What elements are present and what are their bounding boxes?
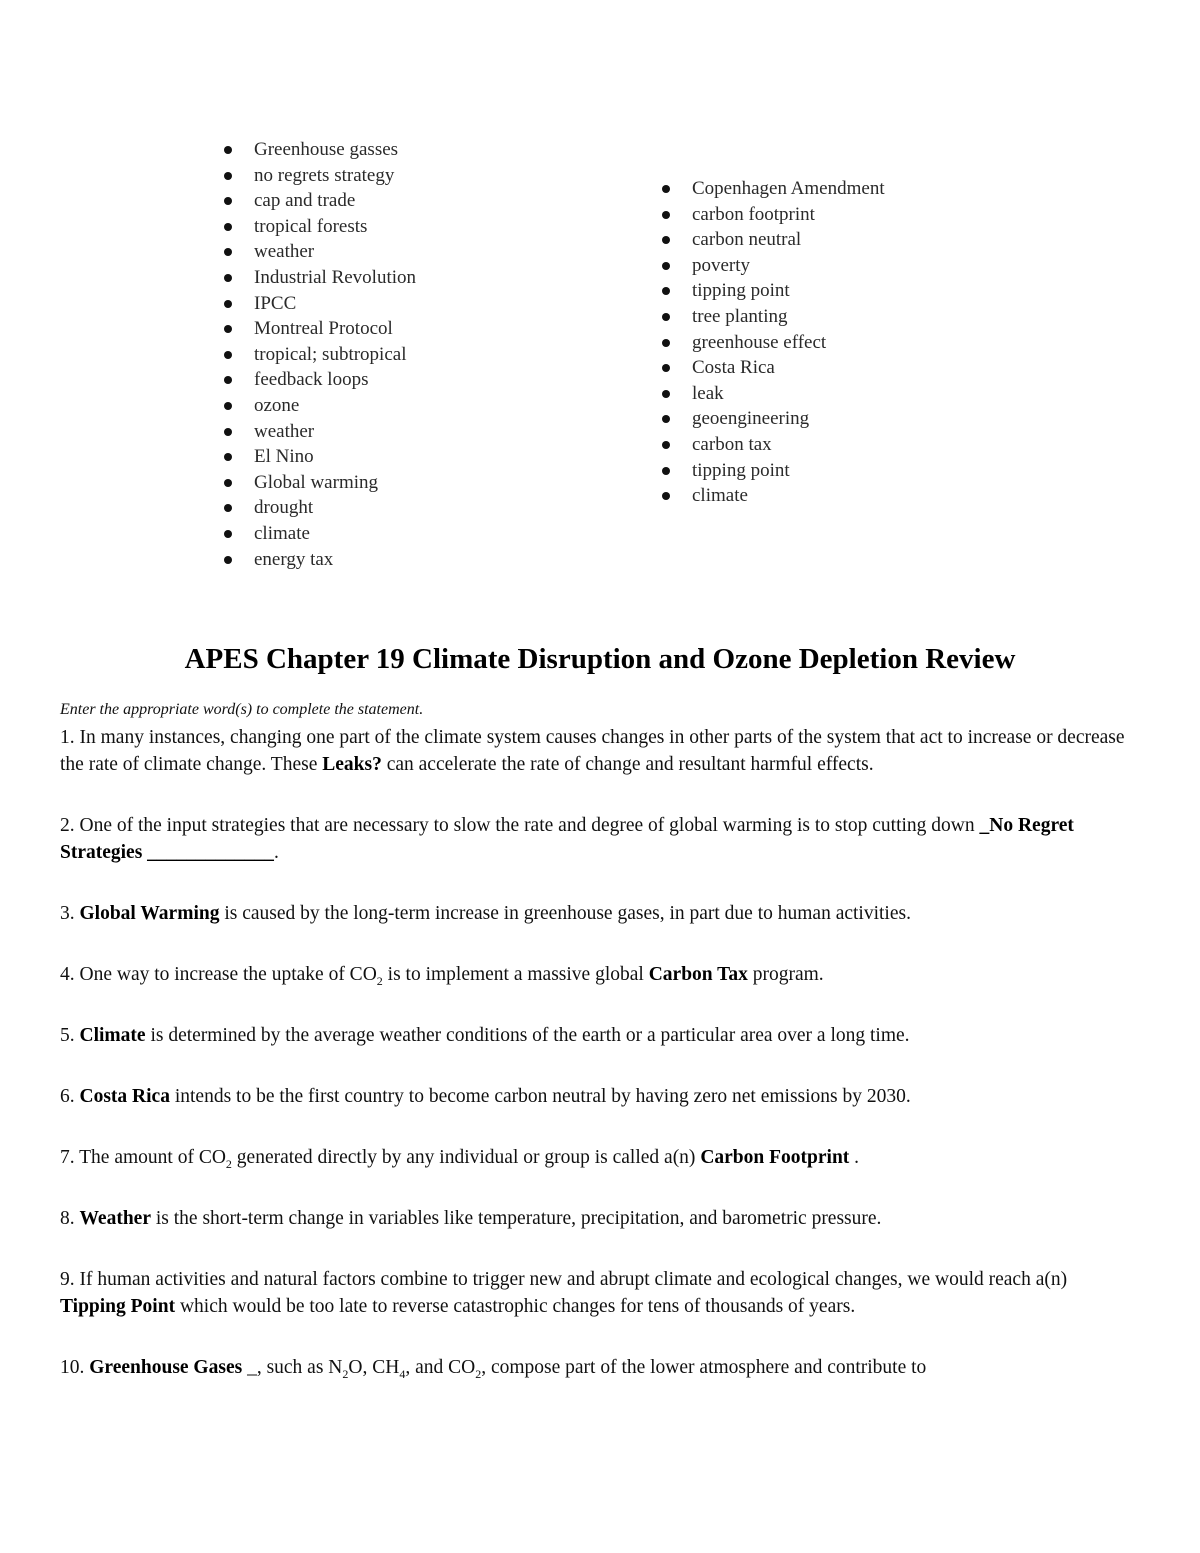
question-text: _, such as N <box>242 1357 343 1378</box>
word-bank-term: no regrets strategy <box>254 164 395 186</box>
question-text: . <box>273 842 279 863</box>
word-bank-term: carbon footprint <box>692 203 815 225</box>
word-bank-term: Montreal Protocol <box>254 318 393 340</box>
bullet-icon <box>224 197 232 205</box>
bullet-icon <box>224 402 232 410</box>
bullet-icon <box>662 467 670 475</box>
answer: Weather <box>79 1208 151 1229</box>
question-text: is determined by the average weather conditions of the earth or a particular area over a long time. <box>145 1025 910 1046</box>
question-text: is the short-term change in variables like temperature, precipitation, and barometric pressure. <box>150 1208 882 1229</box>
word-bank-item <box>222 342 416 368</box>
word-bank-term: geoengineering <box>692 408 810 430</box>
question-text: which would be too late to reverse catastrophic changes for tens of thousands of years. <box>175 1296 856 1317</box>
question-text: , and CO <box>405 1357 476 1378</box>
question-1 <box>60 724 1135 778</box>
word-bank-term: weather <box>254 241 315 263</box>
question-6 <box>60 1083 1135 1110</box>
word-bank-item <box>222 393 416 419</box>
question-9 <box>60 1266 1135 1320</box>
question-text: 1. In many instances, changing one part of the climate system causes changes in other parts of the system that act to increase or decrease the rate of climate change. These <box>60 727 1125 775</box>
word-bank-item <box>222 419 416 445</box>
bullet-icon <box>224 556 232 564</box>
bullet-icon <box>224 479 232 487</box>
question-4 <box>60 961 1135 988</box>
question-text: O, CH <box>348 1357 400 1378</box>
question-text: 8. <box>60 1208 80 1229</box>
question-text: generated directly by any individual or group is called a(n) <box>231 1147 701 1168</box>
answer: Costa Rica <box>79 1086 170 1107</box>
word-bank <box>0 0 1200 600</box>
question-5 <box>60 1022 1135 1049</box>
question-text: can accelerate the rate of change and resultant harmful effects. <box>381 754 874 775</box>
word-bank-item <box>222 163 416 189</box>
bullet-icon <box>662 364 670 372</box>
instruction: Enter the appropriate word(s) to complete the statement. <box>60 701 424 718</box>
bullet-icon <box>224 530 232 538</box>
subscript: 2 <box>225 1156 232 1171</box>
word-bank-item <box>222 521 416 547</box>
bullet-icon <box>224 172 232 180</box>
word-bank-item <box>222 239 416 265</box>
question-3 <box>60 900 1135 927</box>
word-bank-term: carbon tax <box>692 433 772 455</box>
word-bank-term: Copenhagen Amendment <box>692 178 885 199</box>
word-bank-item <box>222 547 416 573</box>
word-bank-item <box>660 330 885 356</box>
word-bank-item <box>660 458 885 484</box>
answer: Tipping Point <box>60 1296 176 1317</box>
bullet-icon <box>662 185 670 193</box>
question-text: 4. One way to increase the uptake of CO <box>60 964 377 985</box>
word-bank-item <box>222 188 416 214</box>
bullet-icon <box>224 146 232 154</box>
word-bank-term: climate <box>692 485 748 507</box>
word-bank-item <box>660 406 885 432</box>
bullet-icon <box>224 223 232 231</box>
bullet-icon <box>224 453 232 461</box>
question-text: 7. The amount of CO <box>60 1147 226 1168</box>
word-bank-term: tipping point <box>692 459 790 481</box>
word-bank-term: tropical; subtropical <box>254 343 407 365</box>
word-bank-term: leak <box>692 382 724 404</box>
subscript: 2 <box>475 1366 482 1381</box>
subscript: 2 <box>376 973 383 988</box>
worksheet-content <box>60 698 1135 1415</box>
word-bank-item <box>222 137 416 163</box>
bullet-icon <box>662 236 670 244</box>
question-10 <box>60 1354 1135 1381</box>
word-bank-item <box>222 265 416 291</box>
bullet-icon <box>224 300 232 308</box>
word-bank-term: energy tax <box>254 548 334 570</box>
question-text: . <box>849 1147 860 1168</box>
word-bank-term: tropical forests <box>254 215 368 237</box>
word-bank-term: El Nino <box>254 446 314 468</box>
word-bank-term: ozone <box>254 394 300 416</box>
page-title: APES Chapter 19 Climate Disruption and Ozone Depletion Review <box>184 643 1016 675</box>
word-bank-item <box>222 495 416 521</box>
bullet-icon <box>224 428 232 436</box>
word-bank-term: cap and trade <box>254 190 356 212</box>
word-bank-item <box>222 291 416 317</box>
word-bank-term: carbon neutral <box>692 229 802 251</box>
question-text: 3. <box>60 903 80 924</box>
word-bank-item <box>660 432 885 458</box>
word-bank-item <box>660 483 885 509</box>
bullet-icon <box>662 390 670 398</box>
word-bank-left-column <box>222 137 416 572</box>
subscript: 2 <box>342 1366 349 1381</box>
answer: Climate <box>79 1025 146 1046</box>
word-bank-term: Greenhouse gasses <box>254 139 399 160</box>
word-bank-item <box>660 304 885 330</box>
answer: Greenhouse Gases <box>89 1357 243 1378</box>
answer: Carbon Footprint <box>700 1147 850 1168</box>
question-text: 2. One of the input strategies that are necessary to slow the rate and degree of global warming is to stop cutting down <box>60 815 980 836</box>
answer: Global Warming <box>79 903 220 924</box>
word-bank-term: weather <box>254 420 315 442</box>
word-bank-term: greenhouse effect <box>692 331 827 353</box>
question-text: 6. <box>60 1086 80 1107</box>
word-bank-item <box>660 278 885 304</box>
answer: Carbon Tax <box>648 964 748 985</box>
word-bank-item <box>222 444 416 470</box>
question-text: is caused by the long-term increase in greenhouse gases, in part due to human activities. <box>219 903 911 924</box>
question-text: 9. If human activities and natural factors combine to trigger new and abrupt climate and ecological changes, we would reach a(n) <box>60 1269 1068 1290</box>
bullet-icon <box>224 376 232 384</box>
word-bank-term: poverty <box>692 254 751 276</box>
word-bank-term: IPCC <box>254 292 297 314</box>
question-text: , compose part of the lower atmosphere and contribute to <box>481 1357 927 1378</box>
word-bank-term: climate <box>254 522 310 544</box>
word-bank-item <box>222 367 416 393</box>
subscript: 4 <box>399 1366 406 1381</box>
question-8 <box>60 1205 1135 1232</box>
bullet-icon <box>662 287 670 295</box>
word-bank-term: tree planting <box>692 305 788 327</box>
bullet-icon <box>662 211 670 219</box>
question-text: 10. <box>60 1357 90 1378</box>
bullet-icon <box>662 415 670 423</box>
word-bank-right-column <box>660 176 885 509</box>
question-2 <box>60 812 1135 866</box>
bullet-icon <box>662 339 670 347</box>
word-bank-item <box>660 253 885 279</box>
question-text: 5. <box>60 1025 80 1046</box>
answer: Leaks? <box>322 754 382 775</box>
bullet-icon <box>662 262 670 270</box>
word-bank-term: Global warming <box>254 471 379 493</box>
bullet-icon <box>224 351 232 359</box>
bullet-icon <box>662 492 670 500</box>
question-7 <box>60 1144 1135 1171</box>
question-text: program. <box>747 964 824 985</box>
bullet-icon <box>224 504 232 512</box>
word-bank-term: Costa Rica <box>692 357 775 379</box>
bullet-icon <box>662 313 670 321</box>
word-bank-term: feedback loops <box>254 369 369 391</box>
word-bank-term: Industrial Revolution <box>254 266 417 288</box>
word-bank-term: tipping point <box>692 280 790 302</box>
bullet-icon <box>224 274 232 282</box>
answer: _No Regret Strategies _____________ <box>60 815 1074 863</box>
question-text: intends to be the first country to become carbon neutral by having zero net emissions by 2030. <box>169 1086 911 1107</box>
word-bank-item <box>660 202 885 228</box>
bullet-icon <box>662 441 670 449</box>
word-bank-item <box>660 381 885 407</box>
word-bank-item <box>660 176 885 202</box>
word-bank-item <box>222 214 416 240</box>
word-bank-item <box>222 316 416 342</box>
word-bank-item <box>660 227 885 253</box>
word-bank-term: drought <box>254 497 314 519</box>
question-text: is to implement a massive global <box>382 964 649 985</box>
word-bank-item <box>222 470 416 496</box>
bullet-icon <box>224 325 232 333</box>
bullet-icon <box>224 248 232 256</box>
word-bank-item <box>660 355 885 381</box>
